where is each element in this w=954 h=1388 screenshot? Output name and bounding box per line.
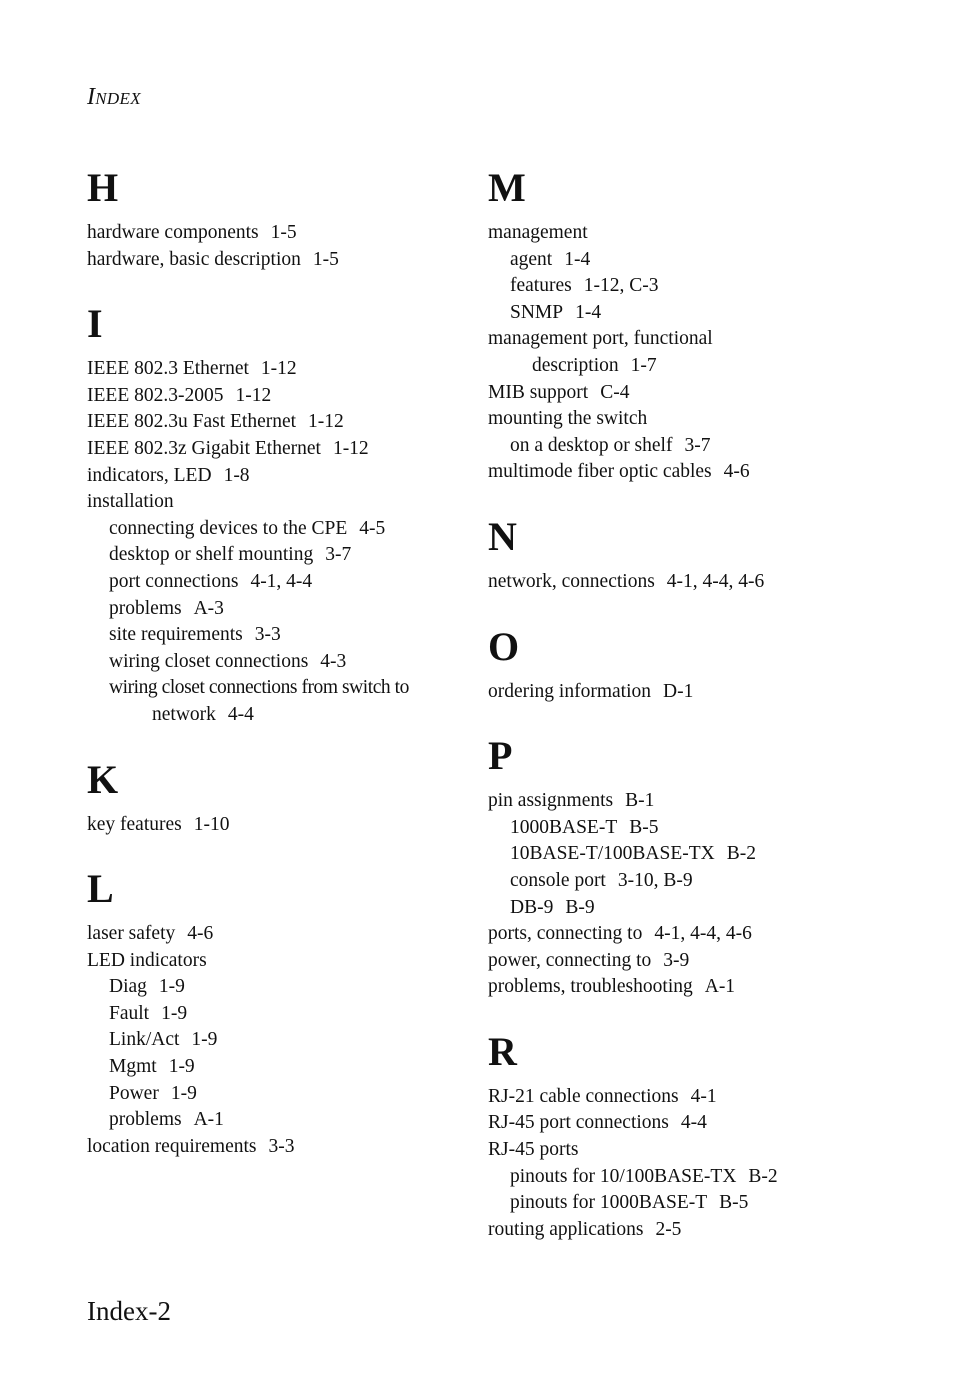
index-section-i — [87, 301, 457, 728]
index-column-right — [488, 165, 888, 1274]
index-section-o — [488, 623, 888, 706]
index-subentry: 10BASE-T/100BASE-TX B-2 — [510, 843, 756, 865]
index-subentry: console port 3-10, B-9 — [510, 869, 693, 891]
index-subentry: features 1-12, C-3 — [510, 275, 659, 297]
index-entry: hardware components 1-5 — [87, 222, 297, 243]
running-head-rest: NDEX — [95, 89, 141, 108]
index-subentry: wiring closet connections from switch to — [109, 677, 409, 699]
index-entry: installation — [87, 491, 174, 513]
index-entry: management — [488, 222, 588, 243]
section-letter: K — [87, 756, 119, 802]
index-subentry: agent 1-4 — [510, 248, 591, 270]
index-entry: MIB support C-4 — [488, 381, 630, 403]
index-subentry: Power 1-9 — [109, 1082, 197, 1104]
index-section-n — [488, 513, 888, 596]
index-entry: IEEE 802.3u Fast Ethernet 1-12 — [87, 411, 344, 433]
index-subentry: port connections 4-1, 4-4 — [109, 570, 313, 592]
index-entry: hardware, basic description 1-5 — [87, 248, 339, 270]
index-entry: IEEE 802.3z Gigabit Ethernet 1-12 — [87, 437, 369, 459]
index-subentry: SNMP 1-4 — [510, 301, 602, 323]
index-subentry: Diag 1-9 — [109, 976, 185, 998]
running-head — [87, 84, 141, 111]
index-subentry: 1000BASE-T B-5 — [510, 816, 659, 838]
index-subentry: pinouts for 10/100BASE-TX B-2 — [510, 1165, 778, 1187]
index-entry: key features 1-10 — [87, 813, 230, 835]
index-entry-continuation: description 1-7 — [532, 354, 657, 376]
index-subentry: pinouts for 1000BASE-T B-5 — [510, 1192, 749, 1214]
index-entry: RJ-21 cable connections 4-1 — [488, 1085, 717, 1107]
index-entry: IEEE 802.3-2005 1-12 — [87, 384, 272, 406]
index-subentry: connecting devices to the CPE 4-5 — [109, 517, 386, 539]
index-section-k — [87, 756, 457, 839]
index-subentry: problems A-1 — [109, 1109, 224, 1131]
index-entry: IEEE 802.3 Ethernet 1-12 — [87, 358, 297, 380]
index-subentry: wiring closet connections 4-3 — [109, 650, 347, 672]
section-letter: L — [87, 866, 114, 912]
index-entry: management port, functional — [488, 328, 713, 350]
section-letter: H — [87, 165, 119, 210]
index-entry: network, connections 4-1, 4-4, 4-6 — [488, 570, 765, 592]
index-subentry: Mgmt 1-9 — [109, 1056, 195, 1078]
index-subentry-continuation: network 4-4 — [152, 703, 254, 725]
index-entry: routing applications 2-5 — [488, 1218, 682, 1240]
index-entry: ports, connecting to 4-1, 4-4, 4-6 — [488, 923, 752, 945]
index-column-left — [87, 165, 457, 1191]
index-subentry: on a desktop or shelf 3-7 — [510, 434, 711, 456]
index-entry: multimode fiber optic cables 4-6 — [488, 461, 750, 483]
index-section-r — [488, 1028, 888, 1244]
section-letter: R — [488, 1028, 517, 1074]
index-subentry: Fault 1-9 — [109, 1002, 188, 1024]
running-head-initial: I — [87, 84, 96, 110]
index-entry: RJ-45 ports — [488, 1139, 579, 1161]
index-entry: RJ-45 port connections 4-4 — [488, 1112, 707, 1134]
index-section-h — [87, 165, 457, 273]
index-entry: location requirements 3-3 — [87, 1135, 295, 1157]
index-subentry: Link/Act 1-9 — [109, 1029, 218, 1051]
index-subentry: problems A-3 — [109, 597, 224, 619]
index-subentry: desktop or shelf mounting 3-7 — [109, 544, 352, 566]
section-letter: M — [488, 165, 526, 210]
index-entry: mounting the switch — [488, 408, 648, 430]
section-letter: I — [87, 301, 103, 347]
index-section-m — [488, 165, 888, 486]
index-entry: ordering information D-1 — [488, 680, 694, 702]
section-letter: O — [488, 623, 520, 669]
index-section-p — [488, 733, 888, 1001]
index-entry: LED indicators — [87, 949, 207, 971]
index-entry: power, connecting to 3-9 — [488, 949, 690, 971]
section-letter: P — [488, 733, 513, 779]
index-entry: laser safety 4-6 — [87, 923, 214, 945]
index-entry: problems, troubleshooting A-1 — [488, 976, 736, 998]
index-section-l — [87, 866, 457, 1160]
page-number: Index-2 — [87, 1296, 171, 1326]
index-entry: pin assignments B-1 — [488, 790, 655, 812]
index-subentry: DB-9 B-9 — [510, 896, 595, 918]
index-entry: indicators, LED 1-8 — [87, 464, 250, 486]
index-subentry: site requirements 3-3 — [109, 624, 281, 646]
section-letter: N — [488, 513, 517, 559]
